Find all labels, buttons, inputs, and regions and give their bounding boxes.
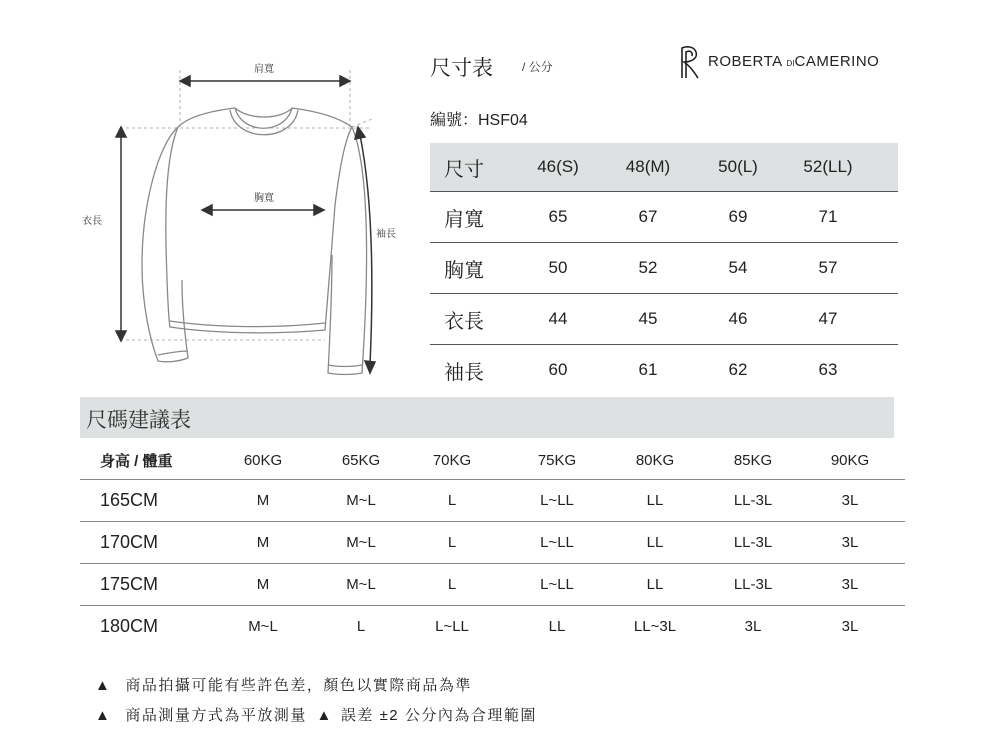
table-cell: 3L bbox=[841, 576, 859, 593]
table-cell: L bbox=[447, 576, 457, 593]
table-row bbox=[430, 192, 898, 243]
table-cell: 54 bbox=[728, 258, 748, 277]
table-row bbox=[80, 522, 905, 564]
table-cell: 3L bbox=[744, 618, 762, 635]
table-cell: 44 bbox=[548, 309, 568, 328]
size-table-header bbox=[430, 143, 898, 192]
table-cell: 63 bbox=[818, 360, 838, 379]
table-cell: M bbox=[256, 534, 270, 551]
table-cell: L~LL bbox=[540, 534, 574, 551]
triangle-icon: ▲ bbox=[95, 707, 112, 724]
table-cell: 61 bbox=[638, 360, 658, 379]
row-label: 衣長 bbox=[444, 310, 484, 333]
note-color bbox=[95, 674, 472, 695]
triangle-icon: ▲ bbox=[95, 677, 112, 694]
brand-logo bbox=[676, 44, 906, 80]
table-cell: L bbox=[356, 618, 366, 635]
weight-col: 60KG bbox=[243, 451, 283, 469]
weight-col: 75KG bbox=[537, 451, 577, 469]
height-weight-label: 身高 / 體重 bbox=[100, 452, 173, 470]
note-measurement bbox=[95, 704, 537, 725]
table-row bbox=[430, 294, 898, 345]
table-cell: 52 bbox=[638, 258, 658, 277]
table-row bbox=[430, 243, 898, 294]
logo-text: ROBERTA DICAMERINO bbox=[708, 53, 880, 70]
table-cell: 50 bbox=[548, 258, 568, 277]
size-col: 50(L) bbox=[718, 157, 758, 176]
table-cell: 47 bbox=[818, 309, 838, 328]
row-label: 肩寬 bbox=[444, 208, 484, 231]
table-cell: M bbox=[256, 492, 270, 509]
table-cell: LL bbox=[646, 492, 664, 509]
size-header-label: 尺寸 bbox=[444, 158, 484, 181]
table-cell: L~LL bbox=[435, 618, 469, 635]
weight-col: 70KG bbox=[432, 451, 472, 469]
recommendation-table bbox=[80, 441, 905, 647]
table-cell: L bbox=[447, 534, 457, 551]
table-cell: 46 bbox=[728, 309, 748, 328]
table-cell: M~L bbox=[346, 492, 376, 509]
table-cell: LL bbox=[646, 576, 664, 593]
size-table bbox=[430, 143, 898, 395]
table-cell: LL-3L bbox=[733, 492, 773, 509]
recommendation-header bbox=[80, 441, 905, 480]
triangle-icon: ▲ bbox=[316, 707, 333, 724]
note-measurement-text: 商品測量方式為平放測量 bbox=[125, 707, 307, 724]
row-label: 175CM bbox=[100, 574, 159, 594]
size-col: 48(M) bbox=[625, 157, 671, 176]
size-col: 52(LL) bbox=[803, 157, 853, 176]
row-label: 胸寬 bbox=[444, 259, 484, 282]
table-cell: 3L bbox=[841, 618, 859, 635]
table-cell: M~L bbox=[346, 534, 376, 551]
product-code: 編號：HSF04 bbox=[430, 112, 528, 129]
table-cell: LL-3L bbox=[733, 534, 773, 551]
note-color-text: 商品拍攝可能有些許色差，顏色以實際商品為準 bbox=[125, 677, 472, 694]
unit-label: / 公分 bbox=[522, 60, 553, 74]
table-cell: 3L bbox=[841, 492, 859, 509]
logo-r-mark-icon bbox=[676, 44, 704, 80]
chest-label: 胸寬 bbox=[254, 193, 274, 204]
note-tolerance-text: 誤差 ±2 公分內為合理範圍 bbox=[340, 707, 537, 724]
weight-col: 80KG bbox=[635, 451, 675, 469]
table-cell: M~L bbox=[346, 576, 376, 593]
table-cell: 45 bbox=[638, 309, 658, 328]
row-label: 180CM bbox=[100, 616, 159, 636]
table-cell: LL bbox=[646, 534, 664, 551]
table-cell: 71 bbox=[818, 207, 838, 226]
table-cell: L~LL bbox=[540, 492, 574, 509]
table-row bbox=[80, 564, 905, 606]
sleeve-label: 袖長 bbox=[376, 229, 396, 240]
row-label: 170CM bbox=[100, 532, 159, 552]
table-cell: 69 bbox=[728, 207, 748, 226]
table-cell: LL~3L bbox=[633, 618, 677, 635]
table-row bbox=[80, 606, 905, 647]
table-cell: LL-3L bbox=[733, 576, 773, 593]
table-cell: 65 bbox=[548, 207, 568, 226]
row-label: 165CM bbox=[100, 490, 159, 510]
weight-col: 90KG bbox=[830, 451, 870, 469]
row-label: 袖長 bbox=[444, 361, 484, 384]
table-row bbox=[80, 480, 905, 522]
table-cell: 62 bbox=[728, 360, 748, 379]
table-cell: 67 bbox=[638, 207, 658, 226]
table-cell: 60 bbox=[548, 360, 568, 379]
table-row bbox=[430, 345, 898, 395]
sweater-diagram bbox=[70, 55, 430, 385]
table-cell: L~LL bbox=[540, 576, 574, 593]
recommendation-banner bbox=[80, 397, 894, 438]
recommendation-title: 尺碼建議表 bbox=[86, 409, 191, 432]
table-cell: M bbox=[256, 576, 270, 593]
weight-col: 85KG bbox=[733, 451, 773, 469]
table-cell: M~L bbox=[248, 618, 278, 635]
size-chart-title: 尺寸表 bbox=[430, 57, 493, 80]
sweater-outline bbox=[70, 55, 430, 385]
table-cell: L bbox=[447, 492, 457, 509]
table-cell: 57 bbox=[818, 258, 838, 277]
table-cell: 3L bbox=[841, 534, 859, 551]
table-cell: LL bbox=[548, 618, 566, 635]
weight-col: 65KG bbox=[341, 451, 381, 469]
shoulder-label: 肩寬 bbox=[254, 64, 274, 75]
size-col: 46(S) bbox=[537, 157, 579, 176]
length-label: 衣長 bbox=[82, 216, 102, 227]
